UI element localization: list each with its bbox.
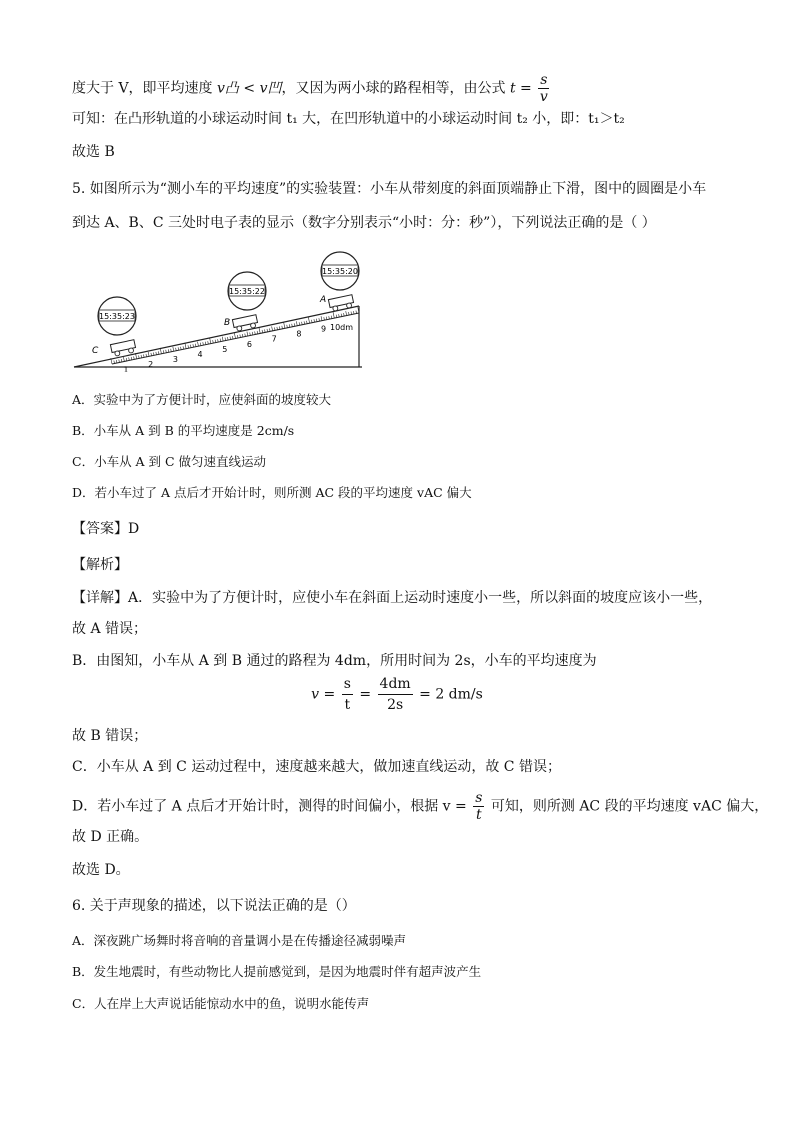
ruler-tick <box>200 343 201 346</box>
ruler-tick <box>346 311 347 315</box>
ruler-tick <box>242 334 243 337</box>
ruler-tick <box>203 342 204 345</box>
label-b: B <box>224 318 231 328</box>
q5-detail-line-4: 故 B 错误； <box>72 728 148 744</box>
scale-end-label: 10dm <box>330 323 354 332</box>
scale-number: 7 <box>271 334 277 344</box>
scale-number: 2 <box>148 360 154 370</box>
frac-t: t <box>344 697 351 713</box>
ruler-tick <box>265 329 266 332</box>
ruler-tick <box>336 315 337 318</box>
ruler-tick <box>230 337 231 340</box>
clock-a-time: 15:35:20 <box>322 267 358 276</box>
scale-number: 8 <box>296 329 302 339</box>
fraction-s-over-t <box>342 674 353 715</box>
q6-option-a: A．深夜跳广场舞时将音响的音量调小是在传播途径减弱噪声 <box>72 933 407 948</box>
scale-number: 9 <box>321 324 327 334</box>
cart-b <box>232 315 258 332</box>
ruler-tick <box>351 312 352 315</box>
q5-conclusion: 故选 D。 <box>72 862 130 878</box>
ruler-tick <box>247 332 248 336</box>
ruler-tick <box>257 331 258 334</box>
ruler-tick <box>126 358 127 361</box>
q5-answer: 【答案】D <box>72 521 140 537</box>
ruler-tick <box>183 346 184 349</box>
ruler-tick <box>319 318 320 321</box>
ruler-tick <box>121 359 122 362</box>
ruler-tick <box>321 316 322 320</box>
ruler-tick <box>181 347 182 350</box>
clock-c-time: 15:35:23 <box>99 312 135 321</box>
ruler-tick <box>237 335 238 338</box>
detail6-b: 可知，则所测 AC 段的平均速度 vAC 偏大， <box>486 798 769 815</box>
ruler-tick <box>208 341 209 344</box>
ruler-tick <box>134 356 135 359</box>
scale-numbers <box>123 324 326 372</box>
ruler-tick <box>356 311 357 314</box>
q5-analysis-title: 【解析】 <box>72 557 128 573</box>
ruler-tick <box>141 355 142 358</box>
ruler-tick <box>188 345 189 348</box>
ruler-tick <box>234 333 235 339</box>
frac-4dm: 4dm <box>378 674 413 695</box>
q5-option-b: B．小车从 A 到 B 的平均速度是 2cm/s <box>72 423 295 438</box>
ruler-tick <box>144 354 145 357</box>
scale-number: 5 <box>222 344 228 354</box>
ruler-tick <box>176 348 177 351</box>
ruler-tick <box>316 319 317 322</box>
ruler-tick <box>193 344 194 347</box>
q6-option-c: C．人在岸上大声说话能惊动水中的鱼，说明水能传声 <box>72 996 370 1011</box>
ruler-tick <box>333 312 334 318</box>
ruler-tick <box>344 313 345 316</box>
ruler-tick <box>324 317 325 320</box>
q5-option-a: A．实验中为了方便计时，应使斜面的坡度较大 <box>72 392 332 407</box>
label-a: A <box>320 295 327 305</box>
less-than: < <box>238 80 260 97</box>
ruler-tick <box>341 314 342 317</box>
ruler-tick <box>163 350 164 353</box>
ruler-tick <box>289 324 290 327</box>
fraction-values <box>378 674 413 715</box>
intro-line-2: 可知：在凸形轨道的小球运动时间 t₁ 大，在凹形轨道中的小球运动时间 t₂ 小，即：t₁＞t₂ <box>72 111 625 127</box>
q5-detail-line-2: 故 A 错误； <box>72 621 148 637</box>
ruler-tick <box>168 349 169 352</box>
q5-detail-line-1: 【详解】A．实验中为了方便计时，应使小车在斜面上运动时速度小一些，所以斜面的坡度应该小一些， <box>72 590 713 606</box>
q5-detail-line-3: B．由图知，小车从 A 到 B 通过的路程为 4dm，所用时间为 2s，小车的平均速度为 <box>72 653 597 669</box>
ruler-tick <box>213 340 214 343</box>
ruler-tick <box>307 321 308 324</box>
intro-text-2: ，又因为两小球的路程相等，由公式 <box>281 80 510 97</box>
ruler-tick <box>218 339 219 342</box>
ruler-tick <box>311 320 312 323</box>
ruler-tick <box>282 326 283 329</box>
ruler-tick <box>222 337 223 341</box>
ruler-tick <box>151 353 152 356</box>
ruler-tick <box>123 357 124 361</box>
ruler-tick <box>190 345 191 348</box>
frac6-den: t <box>476 807 482 823</box>
frac-num: s <box>540 72 548 88</box>
ruler-tick <box>353 311 354 314</box>
q5-detail-line-5: C．小车从 A 到 C 运动过程中，速度越来越大，做加速直线运动，故 C 错误； <box>72 759 561 775</box>
q5-detail-line-6 <box>72 790 768 823</box>
ruler-tick <box>198 342 199 346</box>
clock-c <box>98 297 136 335</box>
ruler-tick <box>148 352 149 356</box>
ruler-ticks <box>111 307 359 364</box>
ruler-tick <box>153 352 154 355</box>
ruler-tick <box>178 347 179 350</box>
q6-stem: 6. 关于声现象的描述，以下说法正确的是（） <box>72 898 356 914</box>
ruler-tick <box>339 314 340 317</box>
ruler-tick <box>262 330 263 333</box>
ruler-tick <box>331 316 332 319</box>
ruler-tick <box>220 339 221 342</box>
detail6-a: D．若小车过了 A 点后才开始计时，测得的时间偏小，根据 v = <box>72 798 472 815</box>
ruler-tick <box>314 319 315 322</box>
label-c: C <box>92 346 99 356</box>
q5-detail-line-7: 故 D 正确。 <box>72 829 149 845</box>
fraction-s-over-v <box>538 72 549 105</box>
frac6-num: s <box>475 790 483 806</box>
ruler-tick <box>326 317 327 320</box>
frac-den: v <box>539 89 548 105</box>
ruler-tick <box>240 335 241 338</box>
ruler-tick <box>232 336 233 339</box>
ruler-tick <box>296 321 297 325</box>
ruler-tick <box>250 333 251 336</box>
ruler-tick <box>215 340 216 343</box>
ruler-tick <box>195 344 196 347</box>
ruler-tick <box>245 334 246 337</box>
ruler-tick <box>156 352 157 355</box>
ruler-tick <box>116 360 117 363</box>
ruler-tick <box>279 326 280 329</box>
frac-2s: 2s <box>387 697 404 713</box>
q5-option-d: D．若小车过了 A 点后才开始计时，则所测 AC 段的平均速度 vAC 偏大 <box>72 485 472 500</box>
ruler-tick <box>277 327 278 330</box>
clock-a <box>321 252 359 290</box>
ruler-tick <box>308 317 309 323</box>
incline-figure <box>72 250 372 372</box>
ruler-tick <box>252 332 253 335</box>
ruler-tick <box>304 321 305 324</box>
ruler-tick <box>292 324 293 327</box>
ruler-tick <box>349 312 350 315</box>
q5-formula <box>0 674 794 715</box>
ruler-tick <box>329 316 330 319</box>
ruler-tick <box>255 331 256 334</box>
ruler-tick <box>294 323 295 326</box>
ruler-tick <box>171 349 172 352</box>
q5-stem-line-2: 到达 A、B、C 三处时电子表的显示（数字分别表示“小时：分：秒”），下列说法正确的是（ ） <box>72 215 656 231</box>
scale-number: 6 <box>246 339 253 349</box>
v-convex: v凸 <box>217 80 239 97</box>
ruler-tick <box>227 337 228 340</box>
ruler-tick <box>129 357 130 360</box>
intro-text: 度大于 V，即平均速度 <box>72 80 218 97</box>
formula-t: t = <box>509 80 537 97</box>
ruler-tick <box>272 326 273 330</box>
ruler-tick <box>299 322 300 325</box>
ruler-tick <box>225 338 226 341</box>
formula-v: v = <box>311 686 340 703</box>
q6-option-b: B．发生地震时，有些动物比人提前感觉到，是因为地震时伴有超声波产生 <box>72 964 482 979</box>
clock-b-time: 15:35:22 <box>229 287 265 296</box>
ruler-tick <box>302 322 303 325</box>
ruler-tick <box>114 361 115 364</box>
q5-option-c: C．小车从 A 到 C 做匀速直线运动 <box>72 454 267 469</box>
ruler-tick <box>158 351 159 354</box>
scale-number: 1 <box>123 365 129 372</box>
frac-s: s <box>342 674 353 695</box>
formula-result: = 2 dm/s <box>414 686 483 703</box>
ruler-tick <box>139 355 140 358</box>
ruler-tick <box>146 354 147 357</box>
ruler-tick <box>205 342 206 345</box>
ruler-tick <box>267 329 268 332</box>
ruler-tick <box>173 347 174 351</box>
ruler-tick <box>210 338 211 344</box>
fraction-s-over-t-inline <box>473 790 484 823</box>
ruler-tick <box>287 325 288 328</box>
q5-stem-line-1: 5. 如图所示为“测小车的平均速度”的实验装置：小车从带刻度的斜面顶端静止下滑，图中的圆圈是小车 <box>72 181 707 197</box>
ruler-tick <box>119 360 120 363</box>
intro-line-3: 故选 B <box>72 144 115 160</box>
ruler-tick <box>269 328 270 331</box>
ruler-tick <box>284 322 285 328</box>
formula-eq: = <box>354 686 376 703</box>
ruler-tick <box>131 357 132 360</box>
scale-number: 3 <box>172 355 178 365</box>
ruler-tick <box>166 350 167 353</box>
intro-line-1 <box>72 72 551 105</box>
clock-b <box>228 272 266 310</box>
ruler-tick <box>259 328 260 334</box>
ruler-tick <box>274 327 275 330</box>
scale-number: 4 <box>197 349 203 359</box>
v-concave: v凹 <box>259 80 282 97</box>
